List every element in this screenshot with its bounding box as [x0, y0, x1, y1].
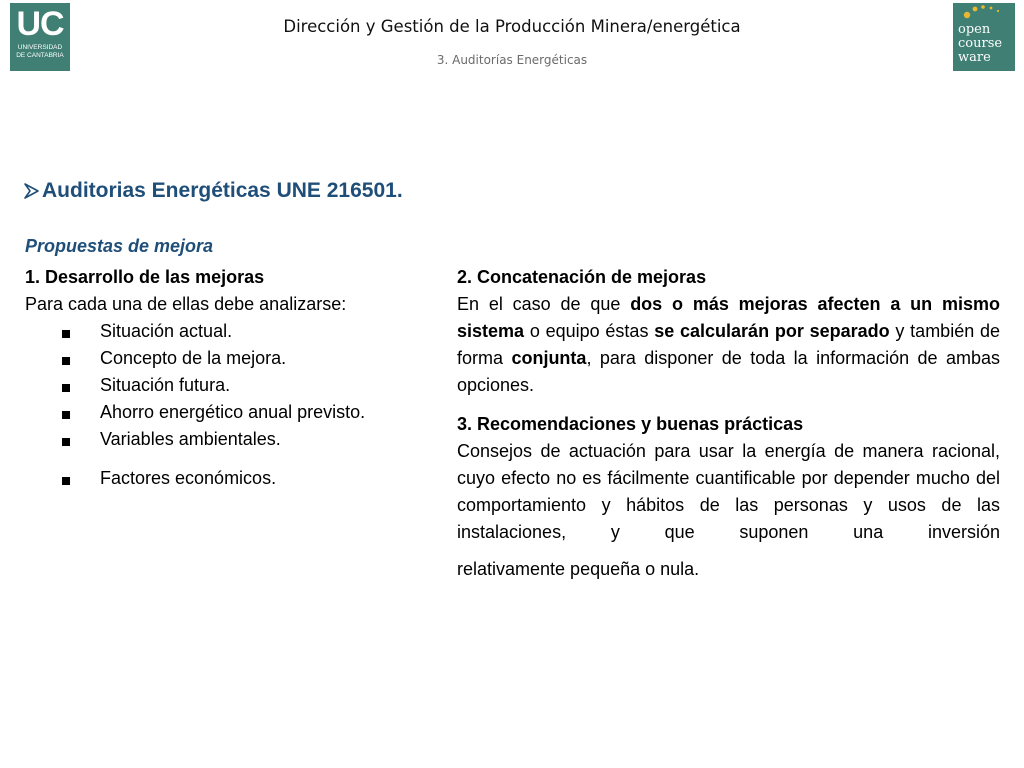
list-item — [25, 399, 445, 426]
section-heading-text: Auditorias Energéticas UNE 216501. — [42, 179, 403, 202]
list-item — [25, 345, 445, 372]
concatenation-paragraph — [457, 291, 1000, 399]
page-title: Dirección y Gestión de la Producción Minera/energética — [283, 17, 741, 36]
square-bullet-icon — [62, 438, 70, 446]
concat-bold-1: dos o más mejoras afecten a un mismo sistema — [457, 294, 1000, 341]
left-column — [25, 264, 445, 492]
list-item-text: Ahorro energético anual previsto. — [100, 402, 366, 422]
uc-logo-mark: UC — [16, 5, 64, 43]
square-bullet-icon — [62, 330, 70, 338]
list-item-text: Concepto de la mejora. — [100, 348, 287, 368]
list-item — [25, 372, 445, 399]
arrow-bullet-icon — [22, 181, 42, 201]
uc-logo-line1: UNIVERSIDAD — [17, 44, 63, 51]
concatenation-heading: 2. Concatenación de mejoras — [457, 267, 707, 287]
concat-text-1: En el caso de que — [457, 294, 631, 314]
ocw-logo-line3: ware — [958, 50, 991, 65]
recommendations-last-line: relativamente pequeña o nula. — [457, 559, 700, 579]
concat-text-3: y también de forma — [457, 321, 1001, 368]
list-item-text: Variables ambientales. — [100, 429, 281, 449]
proposals-label: Propuestas de mejora — [25, 236, 214, 256]
right-column — [457, 264, 1000, 583]
concat-bold-3: conjunta — [511, 348, 587, 368]
improvements-intro: Para cada una de ellas debe analizarse: — [25, 294, 347, 314]
list-item — [25, 426, 445, 453]
ocw-logo-line1: open — [958, 22, 991, 37]
uc-logo-line2: DE CANTABRIA — [16, 52, 64, 59]
square-bullet-icon — [62, 357, 70, 365]
concat-bold-2: se calcularán por separado — [654, 321, 890, 341]
concat-text-4: , para disponer de toda la información de ambas opciones. — [457, 348, 1000, 395]
ocw-logo-line2: course — [958, 36, 1003, 51]
square-bullet-icon — [62, 384, 70, 392]
square-bullet-icon — [62, 477, 70, 485]
list-item — [25, 465, 445, 492]
square-bullet-icon — [62, 411, 70, 419]
concat-text-2: o equipo éstas — [524, 321, 655, 341]
page-subtitle: 3. Auditorías Energéticas — [436, 53, 588, 67]
analysis-list — [25, 318, 445, 492]
list-item-text: Situación actual. — [100, 321, 233, 341]
ocw-logo — [953, 3, 1015, 71]
section-heading — [22, 179, 403, 203]
list-item — [25, 318, 445, 345]
recommendations-heading: 3. Recomendaciones y buenas prácticas — [457, 414, 804, 434]
list-item-text: Factores económicos. — [100, 468, 277, 488]
list-item-text: Situación futura. — [100, 375, 231, 395]
improvements-heading: 1. Desarrollo de las mejoras — [25, 267, 265, 287]
recommendations-paragraph: Consejos de actuación para usar la energía de manera racional, cuyo efecto no es fácilmente cuantificable por depender mucho del comportamiento y hábitos de las personas y usos de las instalaciones, y que suponen una inversión — [457, 441, 1000, 542]
